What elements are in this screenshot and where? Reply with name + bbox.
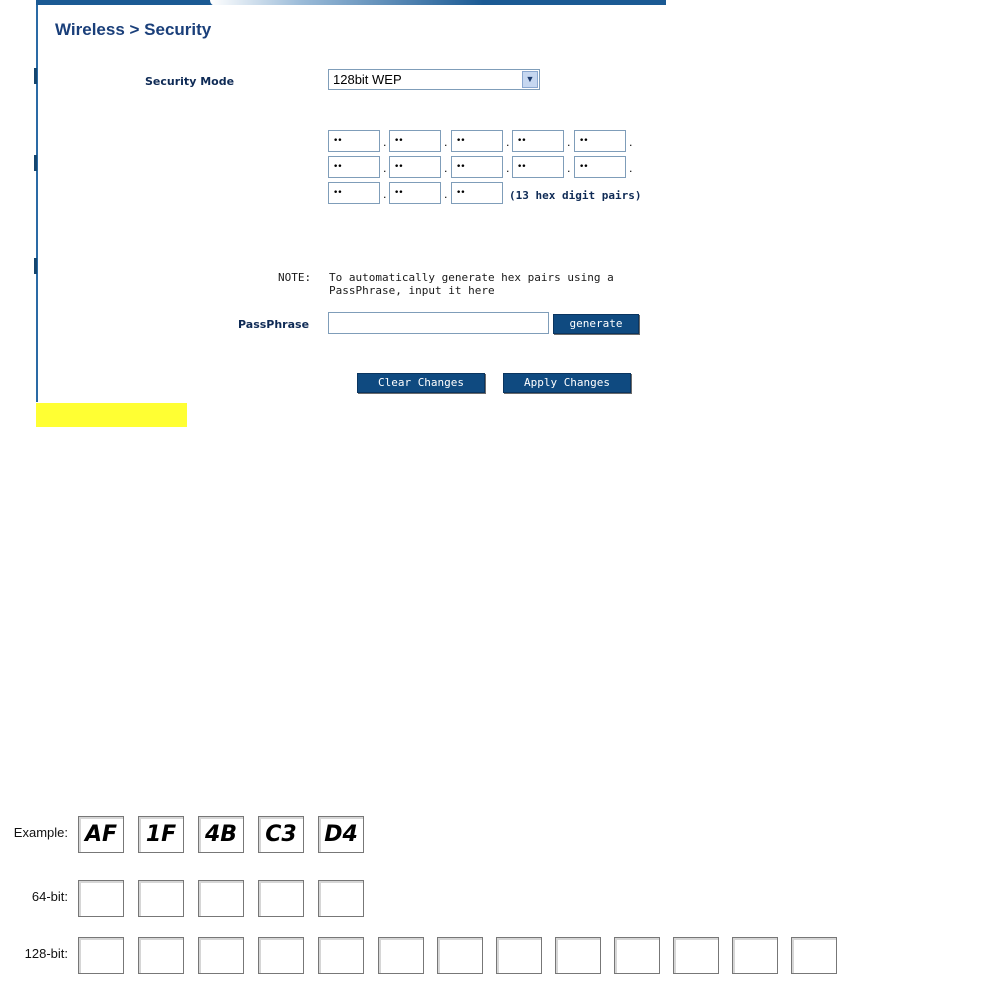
hex-field-7[interactable]: •• <box>389 156 441 178</box>
hex-separator: . <box>629 136 633 149</box>
hex-separator: . <box>506 136 510 149</box>
128-bit-box <box>673 937 719 974</box>
128-bit-box <box>78 937 124 974</box>
128-bit-box <box>496 937 542 974</box>
hex-field-9[interactable]: •• <box>512 156 564 178</box>
apply-changes-button[interactable]: Apply Changes <box>503 373 631 393</box>
passphrase-input[interactable] <box>328 312 549 334</box>
hex-field-11[interactable]: •• <box>328 182 380 204</box>
hex-field-1[interactable]: •• <box>328 130 380 152</box>
hex-separator: . <box>567 136 571 149</box>
128-bit-box <box>791 937 837 974</box>
hex-separator: . <box>444 162 448 175</box>
panel-left-border <box>36 5 38 402</box>
128-bit-box <box>378 937 424 974</box>
64-bit-label: 64-bit: <box>31 889 68 904</box>
hex-separator: . <box>383 162 387 175</box>
hex-field-12[interactable]: •• <box>389 182 441 204</box>
example-box-4: C3 <box>258 816 304 853</box>
hex-separator: . <box>444 188 448 201</box>
128-bit-box <box>732 937 778 974</box>
clear-changes-button[interactable]: Clear Changes <box>357 373 485 393</box>
highlight-marker <box>36 403 187 427</box>
hex-field-8[interactable]: •• <box>451 156 503 178</box>
128-bit-label: 128-bit: <box>24 946 68 961</box>
hex-separator: . <box>444 136 448 149</box>
128-bit-box <box>318 937 364 974</box>
hex-field-13[interactable]: •• <box>451 182 503 204</box>
note-text: To automatically generate hex pairs using a PassPhrase, input it here <box>329 271 614 297</box>
security-mode-label: Security Mode <box>145 75 235 88</box>
64-bit-box <box>198 880 244 917</box>
hex-field-6[interactable]: •• <box>328 156 380 178</box>
example-box-2: 1F <box>138 816 184 853</box>
64-bit-box <box>78 880 124 917</box>
border-tick <box>34 258 37 274</box>
border-tick <box>34 155 37 171</box>
example-box-1: AF <box>78 816 124 853</box>
hex-field-3[interactable]: •• <box>451 130 503 152</box>
128-bit-box <box>614 937 660 974</box>
hex-separator: . <box>629 162 633 175</box>
128-bit-box <box>198 937 244 974</box>
security-mode-select[interactable] <box>328 69 540 90</box>
64-bit-box <box>258 880 304 917</box>
hex-separator: . <box>506 162 510 175</box>
hex-digit-pairs-note: (13 hex digit pairs) <box>509 189 642 202</box>
example-box-3: 4B <box>198 816 244 853</box>
64-bit-box <box>318 880 364 917</box>
generate-button[interactable]: generate <box>553 314 639 334</box>
example-box-5: D4 <box>318 816 364 853</box>
hex-field-5[interactable]: •• <box>574 130 626 152</box>
passphrase-label: PassPhrase <box>238 318 310 331</box>
page-title: Wireless > Security <box>55 20 212 39</box>
128-bit-box <box>437 937 483 974</box>
hex-field-10[interactable]: •• <box>574 156 626 178</box>
hex-separator: . <box>383 136 387 149</box>
note-label: NOTE: <box>278 271 312 284</box>
128-bit-box <box>555 937 601 974</box>
128-bit-box <box>258 937 304 974</box>
hex-separator: . <box>383 188 387 201</box>
border-tick <box>34 68 37 84</box>
security-mode-value: 128bit WEP <box>333 72 402 87</box>
chevron-down-icon[interactable]: ▼ <box>522 71 538 88</box>
hex-field-4[interactable]: •• <box>512 130 564 152</box>
hex-separator: . <box>567 162 571 175</box>
hex-field-2[interactable]: •• <box>389 130 441 152</box>
example-label: Example: <box>13 825 68 840</box>
64-bit-box <box>138 880 184 917</box>
128-bit-box <box>138 937 184 974</box>
